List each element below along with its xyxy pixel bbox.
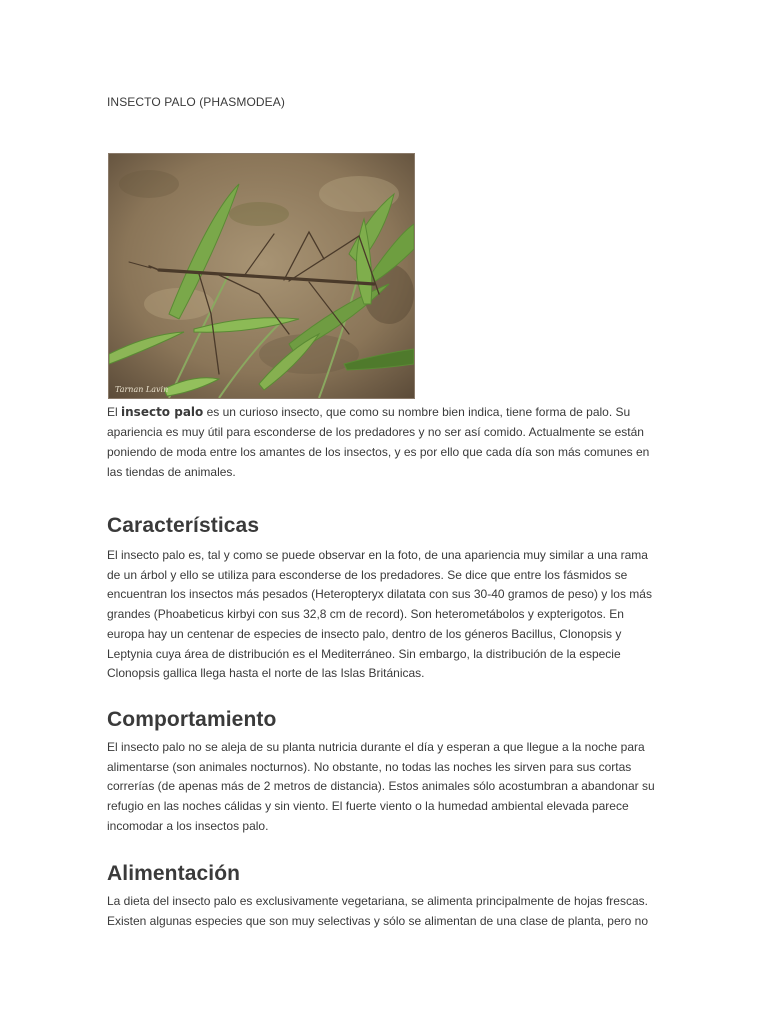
stick-insect-photo bbox=[108, 153, 415, 399]
intro-prefix: El bbox=[107, 405, 122, 419]
paragraph-alimentacion: La dieta del insecto palo es exclusivamente vegetariana, se alimenta principalmente de hojas frescas. Existen algunas especies que son muy selectivas y sólo se alimentan de una clase de planta, pero no bbox=[107, 894, 648, 928]
document-title: INSECTO PALO (PHASMODEA) bbox=[107, 95, 285, 109]
paragraph-comportamiento: El insecto palo no se aleja de su planta nutricia durante el día y esperan a que llegue a la noche para alimentarse (son animales nocturnos). No obstante, no todas las noches les sirven para sus cortas correrías (de apenas más de 2 metros de distancia). Estos animales sólo acostumbran a abandonar su refugio en las noches cálidas y sin viento. El fuerte viento o la humedad ambiental elevada parece incomodar a los insectos palo. bbox=[107, 740, 655, 833]
heading-caracteristicas: Características bbox=[107, 514, 260, 537]
paragraph-caracteristicas: El insecto palo es, tal y como se puede observar en la foto, de una apariencia muy similar a una rama de un árbol y ello se utiliza para esconderse de los predadores. Se dice que entre los fásmidos se encuentran los insectos más pesados (Heteropteryx dilatata con sus 30-40 gramos de peso) y los más grandes (Phoabeticus kirbyi con sus 32,8 cm de record). Son heterometábolos y expterigotos. En europa hay un centenar de especies de insecto palo, dentro de los géneros Bacillus, Clonopsis y Leptynia cuya área de distribución es el Mediterráneo. Sin embargo, la distribución de la especie Clonopsis gallica llega hasta el norte de las Islas Británicas. bbox=[107, 548, 652, 681]
heading-alimentacion: Alimentación bbox=[107, 862, 241, 885]
stick-insect-illustration bbox=[109, 154, 414, 398]
photo-signature: Tarnan Lavin bbox=[115, 385, 169, 394]
intro-paragraph bbox=[107, 402, 663, 482]
heading-comportamiento: Comportamiento bbox=[107, 708, 277, 731]
intro-rest: es un curioso insecto, que como su nombre bien indica, tiene forma de palo. Su apariencia es muy útil para esconderse de los predadores y no ser así comido. Actualmente se están poniendo de moda entre los amantes de los insectos, y es por ello que cada día son más comunes en las tiendas de animales. bbox=[107, 405, 650, 479]
intro-bold-term: insecto palo bbox=[121, 405, 204, 419]
